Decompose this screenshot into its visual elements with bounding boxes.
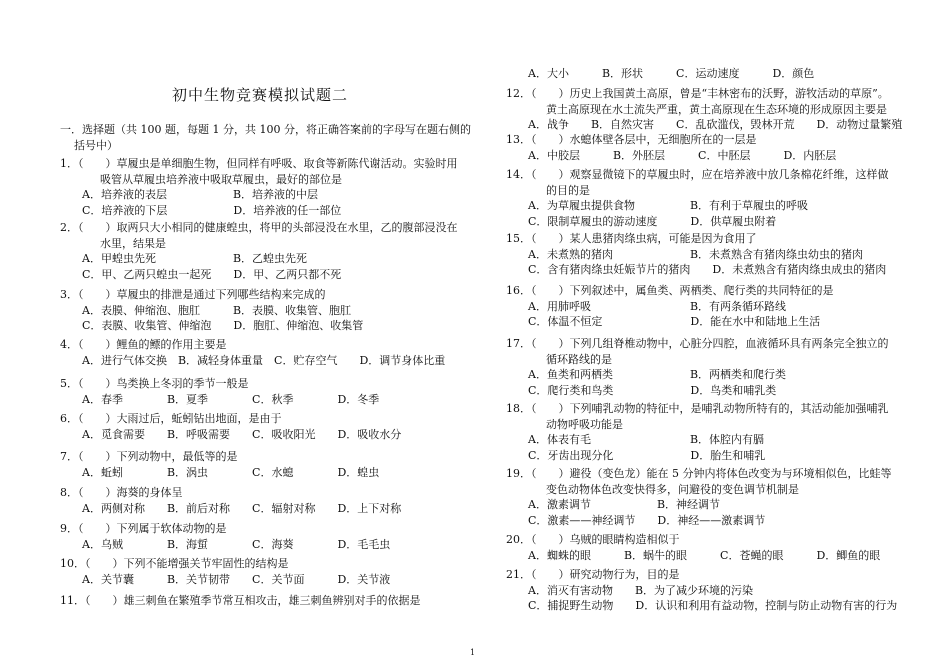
question-item bbox=[506, 132, 896, 163]
answer-options: C．表膜、收集管、伸缩泡 D．胞肛、伸缩泡、收集管 bbox=[82, 319, 364, 332]
answer-options: A．蜘蛛的眼 B．蜗牛的眼 C．苍蝇的眼 D．鲫鱼的眼 bbox=[528, 548, 881, 562]
question-item bbox=[60, 556, 460, 587]
answer-options: C．激素——神经调节 D．神经——激素调节 bbox=[528, 513, 766, 527]
answer-options: A．培养液的表层 B．培养液的中层 bbox=[82, 188, 319, 201]
question-stem: 13．（ ）水螅体壁各层中，无细胞所在的一层是 bbox=[506, 133, 757, 146]
question-stem: 21．（ ）研究动物行为，目的是 bbox=[506, 568, 680, 581]
answer-options: A．鱼类和两栖类 B．两栖类和爬行类 bbox=[528, 368, 787, 381]
question-item bbox=[60, 449, 460, 480]
answer-options: A．甲蝗虫先死 B．乙蝗虫先死 bbox=[82, 252, 308, 265]
answer-options: A．为草履虫提供食物 B．有利于草履虫的呼吸 bbox=[528, 199, 809, 212]
answer-options: A．用肺呼吸 B．有两条循环路线 bbox=[528, 299, 787, 313]
answer-options: A．体表有毛 B．体腔内有膈 bbox=[528, 433, 765, 446]
question-item bbox=[60, 485, 460, 516]
answer-options: C．限制草履虫的游动速度 D．供草履虫附着 bbox=[528, 214, 777, 228]
question-item bbox=[506, 167, 896, 229]
section-instructions: 一．选择题（共 100 题，每题 1 分，共 100 分，将正确答案前的字母写在题右侧的括号中） bbox=[60, 123, 471, 152]
question-stem: 1．（ ）草履虫是单细胞生物，但同样有呼吸、取食等新陈代谢活动。实验时用吸管从草履虫培养液中吸取草履虫，最好的部位是 bbox=[60, 157, 458, 186]
question-stem: 8．（ ）海葵的身体呈 bbox=[60, 486, 183, 499]
question-item bbox=[506, 231, 896, 278]
question-stem: 9．（ ）下列属于软体动物的是 bbox=[60, 522, 227, 535]
question-item bbox=[506, 336, 896, 398]
question-item bbox=[60, 376, 460, 407]
question-stem: 6．（ ）大雨过后，蚯蚓钻出地面，是由于 bbox=[60, 412, 282, 425]
question-item bbox=[60, 411, 460, 442]
answer-options: A．进行气体交换 B．减轻身体重量 C．贮存空气 D．调节身体比重 bbox=[82, 353, 446, 367]
question-item bbox=[60, 220, 460, 282]
page-title: 初中生物竞赛模拟试题二 bbox=[171, 86, 348, 104]
question-item bbox=[506, 532, 896, 563]
answer-options: A．未煮熟的猪肉 B．未煮熟含有猪肉绦虫幼虫的猪肉 bbox=[528, 247, 864, 261]
question-item bbox=[60, 593, 460, 609]
answer-options: C．体温不恒定 D．能在水中和陆地上生活 bbox=[528, 315, 821, 328]
answer-options: A．春季 B．夏季 C．秋季 D．冬季 bbox=[82, 392, 380, 406]
question-stem: 12．（ ）历史上我国黄土高原，曾是“丰林密布的沃野，游牧活动的草原”。黄土高原现在水土流失严重，黄土高原现在生态环境的形成原因主要是 bbox=[506, 87, 889, 116]
question-stem: 19．（ ）避役（变色龙）能在 5 分钟内将体色改变为与环境相似色，比蛙等变色动物体色改变快得多，问避役的变色调节机制是 bbox=[506, 467, 892, 496]
question-stem: 14．（ ）观察显微镜下的草履虫时，应在培养液中放几条棉花纤维，这样做的目的是 bbox=[506, 168, 889, 197]
answer-options: C．爬行类和鸟类 D．鸟类和哺乳类 bbox=[528, 383, 777, 397]
question-stem: 15．（ ）某人患猪肉绦虫病，可能是因为食用了 bbox=[506, 232, 757, 245]
question-stem: 16．（ ）下列叙述中，属鱼类、两栖类、爬行类的共同特征的是 bbox=[506, 284, 834, 297]
answer-options: A．消灭有害动物 B．为了减少环境的污染 bbox=[528, 583, 754, 597]
question-stem: 10．（ ）下列不能增强关节牢固性的结构是 bbox=[60, 557, 289, 570]
question-stem: 17．（ ）下列几组脊椎动物中，心脏分四腔，血液循环具有两条完全独立的循环路线的是 bbox=[506, 337, 889, 366]
question-item bbox=[60, 287, 460, 334]
answer-options: A．中胶层 B．外胚层 C．中胚层 D．内胚层 bbox=[528, 148, 837, 162]
answer-options: A．战争 B．自然灾害 C．乱砍滥伐，毁林开荒 D．动物过量繁殖 bbox=[528, 118, 903, 131]
question-stem: 4．（ ）鲤鱼的鳔的作用主要是 bbox=[60, 338, 227, 351]
answer-options: A．表膜、伸缩泡、胞肛 B．表膜、收集管、胞肛 bbox=[82, 303, 352, 317]
question-stem: 5．（ ）鸟类换上冬羽的季节一般是 bbox=[60, 377, 249, 390]
answer-options: A．蚯蚓 B．涡虫 C．水螅 D．蝗虫 bbox=[82, 465, 380, 479]
answer-options: A．关节囊 B．关节韧带 C．关节面 D．关节液 bbox=[82, 572, 391, 586]
question-stem: 7．（ ）下列动物中，最低等的是 bbox=[60, 450, 238, 463]
page-number: 1 bbox=[470, 648, 476, 657]
question-item bbox=[506, 567, 896, 614]
question-item bbox=[60, 521, 460, 552]
question-stem: 11．（ ）雄三刺鱼在繁殖季节常互相攻击，雄三刺鱼辨别对手的依据是 bbox=[60, 594, 421, 607]
answer-options: A．大小 B．形状 C．运动速度 D．颜色 bbox=[528, 67, 815, 80]
question-stem: 18．（ ）下列哺乳动物的特征中，是哺乳动物所特有的，其活动能加强哺乳动物呼吸功能是 bbox=[506, 402, 889, 431]
answer-options: C．培养液的下层 D．培养液的任一部位 bbox=[82, 203, 342, 217]
answer-options: A．觅食需要 B．呼吸需要 C．吸收阳光 D．吸收水分 bbox=[82, 427, 402, 441]
question-item bbox=[60, 337, 460, 368]
question-item bbox=[506, 401, 896, 463]
answer-options: C．含有猪肉绦虫妊娠节片的猪肉 D．未煮熟含有猪肉绦虫成虫的猪肉 bbox=[528, 263, 887, 276]
question-item bbox=[506, 466, 896, 528]
question-item bbox=[506, 86, 903, 133]
question-stem: 3．（ ）草履虫的排泄是通过下列哪些结构来完成的 bbox=[60, 288, 326, 301]
answer-options: A．激素调节 B．神经调节 bbox=[528, 498, 721, 511]
answer-options: C．甲、乙两只蝗虫一起死 D．甲、乙两只都不死 bbox=[82, 267, 342, 281]
question-item bbox=[60, 156, 460, 218]
question-stem: 20．（ ）乌贼的眼睛构造相似于 bbox=[506, 533, 680, 546]
answer-options: A．两侧对称 B．前后对称 C．辐射对称 D．上下对称 bbox=[82, 501, 402, 515]
question-stem: 2．（ ）取两只大小相同的健康蝗虫，将甲的头部浸没在水里，乙的腹部浸没在水里，结果是 bbox=[60, 221, 458, 250]
question-item bbox=[506, 283, 896, 330]
answer-options: C．捕捉野生动物 D．认识和利用有益动物，控制与防止动物有害的行为 bbox=[528, 599, 898, 612]
answer-options: C．牙齿出现分化 D．胎生和哺乳 bbox=[528, 448, 766, 462]
answer-options: A．乌贼 B．海蜇 C．海葵 D．毛毛虫 bbox=[82, 537, 391, 551]
